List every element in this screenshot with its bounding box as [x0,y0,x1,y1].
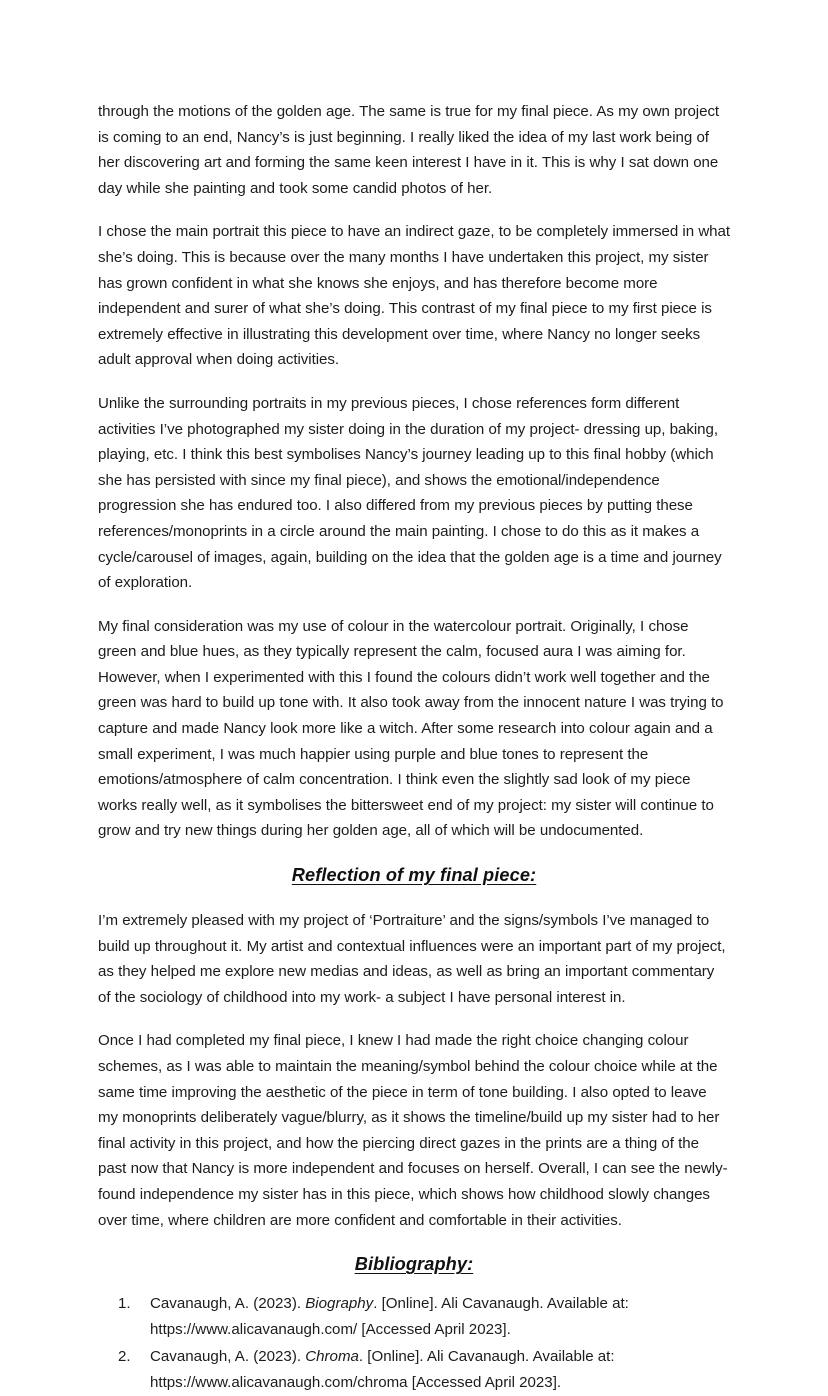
bibliography-author-year: Cavanaugh, A. (2023). [150,1295,306,1313]
bibliography-list [98,1291,730,1395]
bibliography-work-title: Chroma [305,1348,359,1366]
bibliography-author-year: Cavanaugh, A. (2023). [150,1348,306,1366]
bibliography-url: https://www.alicavanaugh.com/chroma [Accessed April 2023]. [150,1373,562,1391]
bibliography-url: https://www.alicavanaugh.com/ [Accessed April 2023]. [150,1320,511,1338]
body-paragraph-1: through the motions of the golden age. The same is true for my final piece. As my own project is coming to an end, Nancy’s is just beginning. I really liked the idea of my last work being of her discovering art and forming the same keen interest I have in it. This is why I sat down one day while she painting and took some candid photos of her. [98,103,720,197]
bibliography-heading: Bibliography: [354,1254,474,1275]
reflection-heading: Reflection of my final piece: [291,865,537,886]
reflection-paragraph-2: Once I had completed my final piece, I knew I had made the right choice changing colour schemes, as I was able to maintain the meaning/symbol behind the colour choice while at the same time improving the aesthetic of the piece in term of tone building. I also opted to leave my monoprints deliberately vague/blurry, as it shows the timeline/build up my sister had to her final activity in this project, and how the piercing direct gazes in the prints are a thing of the past now that Nancy is more independent and focuses on herself. Overall, I can see the newly-found independence my sister has in this piece, which shows how childhood slowly changes over time, where children are more confident and comfortable in their activities. [98,1032,728,1229]
bibliography-entry [150,1291,730,1342]
bibliography-work-title: Biography [305,1295,374,1313]
bibliography-source-info: . [Online]. Ali Cavanaugh. Available at: [373,1295,629,1313]
body-paragraph-2: I chose the main portrait this piece to have an indirect gaze, to be completely immersed in what she’s doing. This is because over the many months I have undertaken this project, my sister has grown confident in what she knows she enjoys, and has therefore become more independent and surer of what she’s doing. This contrast of my final piece to my first piece is extremely effective in illustrating this development over time, where Nancy no longer seeks adult approval when doing activities. [98,223,731,369]
bibliography-source-info: . [Online]. Ali Cavanaugh. Available at: [358,1348,615,1366]
bibliography-entry [150,1344,730,1395]
reflection-paragraph-1: I’m extremely pleased with my project of ‘Portraiture’ and the signs/symbols I’ve managed to build up throughout it. My artist and contextual influences were an important part of my project, as they helped me explore new medias and ideas, as well as bring an important commentary of the sociology of childhood into my work- a subject I have personal interest in. [98,912,726,1006]
bibliography-entry-citation [150,1291,730,1317]
body-paragraph-3: Unlike the surrounding portraits in my previous pieces, I chose references form different activities I’ve photographed my sister doing in the duration of my project- dressing up, baking, playing, etc. I think this best symbolises Nancy’s journey leading up to this final hobby (which she has persisted with since my final piece), and shows the emotional/independence progression she has endured too. I also differed from my previous pieces by putting these references/monoprints in a circle around the main painting. I chose to do this as it makes a cycle/carousel of images, again, building on the idea that the golden age is a time and journey of exploration. [98,394,722,592]
body-paragraph-4: My final consideration was my use of colour in the watercolour portrait. Originally, I chose green and blue hues, as they typically represent the calm, focused aura I was aiming for. However, when I experimented with this I found the colours didn’t work well together and the green was hard to build up tone with. It also took away from the innocent nature I was trying to capture and made Nancy look more like a witch. After some research into colour again and a small experiment, I was much happier using purple and blue tones to represent the emotions/atmosphere of calm concentration. I think even the slightly sad look of my piece works really well, as it symbolises the bittersweet end of my project: my sister will continue to grow and try new things during her golden age, all of which will be undocumented. [98,617,724,840]
document-body [98,99,730,1396]
bibliography-entry-citation [150,1344,730,1370]
